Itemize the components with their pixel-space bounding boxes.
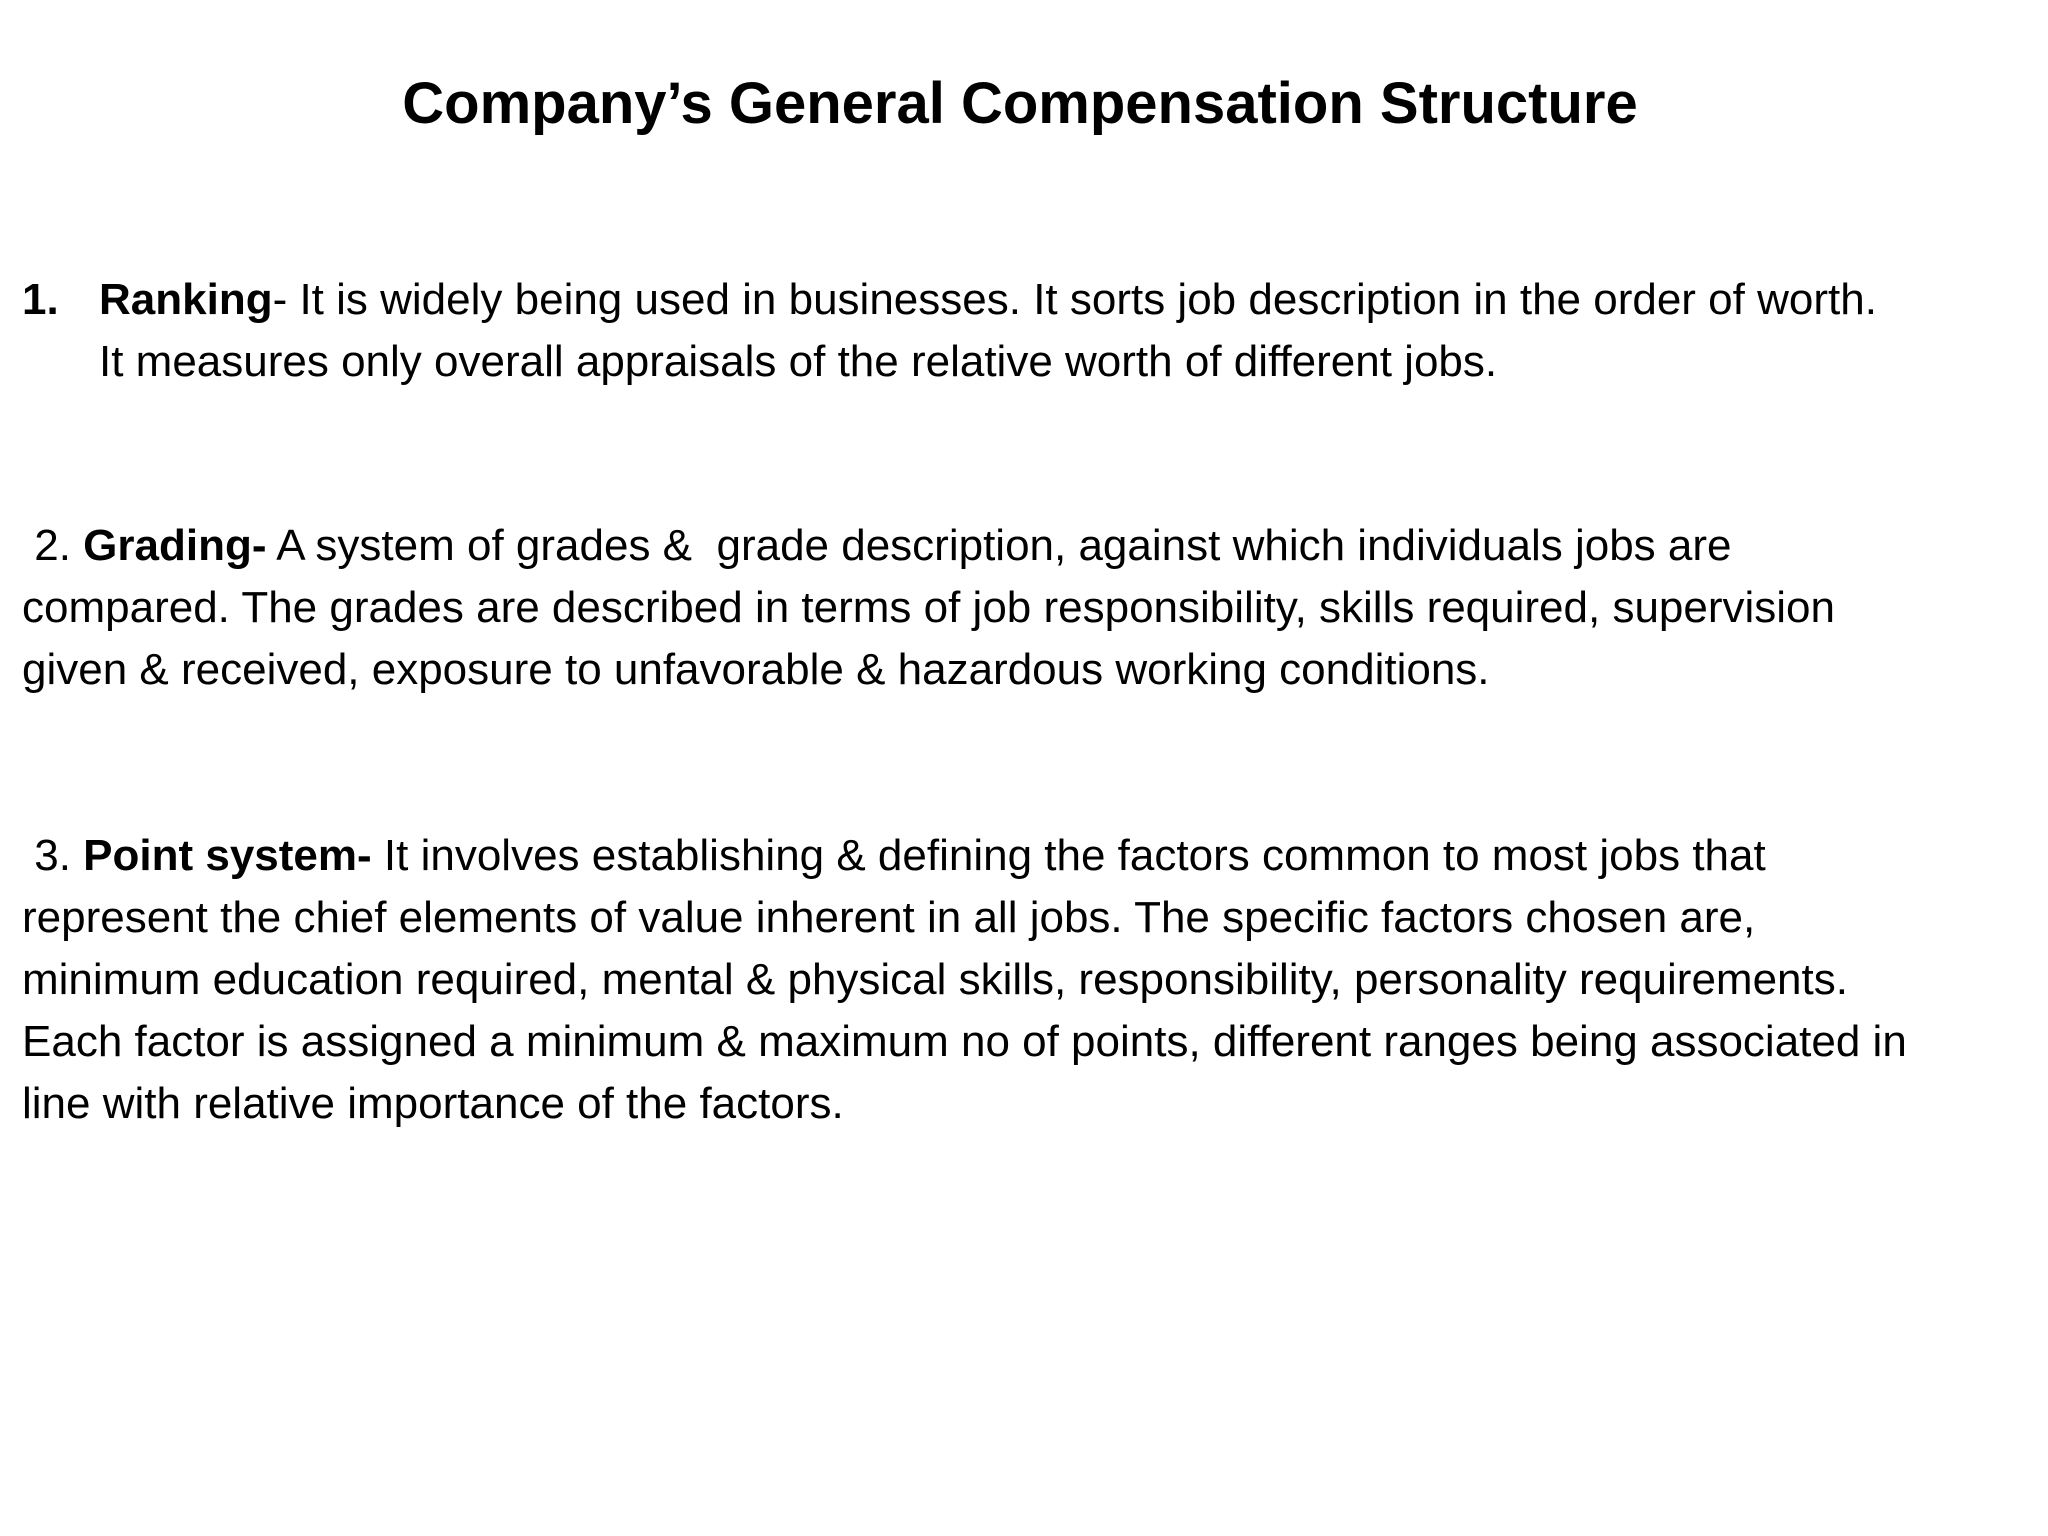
item-text: A system of grades & grade description, against which individuals jobs are: [266, 521, 1732, 570]
item-line: line with relative importance of the factors.: [22, 1079, 844, 1128]
item-line: [22, 515, 2032, 577]
item-number: 1.: [22, 275, 59, 324]
item-line: [99, 269, 2032, 331]
item-term: Point system-: [83, 831, 372, 880]
item-number: 2.: [22, 521, 84, 570]
item-text: - It is widely being used in businesses. It sorts job description in the order of worth.: [272, 275, 1877, 324]
item-term: Ranking: [99, 275, 273, 324]
item-line: compared. The grades are described in terms of job responsibility, skills required, supervision: [22, 583, 1836, 632]
item-term: Grading-: [83, 521, 267, 570]
item-number: 3.: [22, 831, 84, 880]
item-line: Each factor is assigned a minimum & maximum no of points, different ranges being associated in: [22, 1017, 1907, 1066]
slide-title: Company’s General Compensation Structure: [402, 71, 1638, 136]
item-line: represent the chief elements of value inherent in all jobs. The specific factors chosen are,: [22, 893, 1756, 942]
list-item-ranking: [22, 269, 2032, 393]
item-line: minimum education required, mental & physical skills, responsibility, personality requirements.: [22, 955, 1848, 1004]
item-line: It measures only overall appraisals of the relative worth of different jobs.: [99, 337, 1498, 386]
item-line: given & received, exposure to unfavorable & hazardous working conditions.: [22, 645, 1490, 694]
item-text: It involves establishing & defining the factors common to most jobs that: [371, 831, 1766, 880]
list-item-point-system: [22, 825, 2042, 1135]
item-line: [22, 825, 2042, 887]
list-item-grading: [22, 515, 2032, 701]
